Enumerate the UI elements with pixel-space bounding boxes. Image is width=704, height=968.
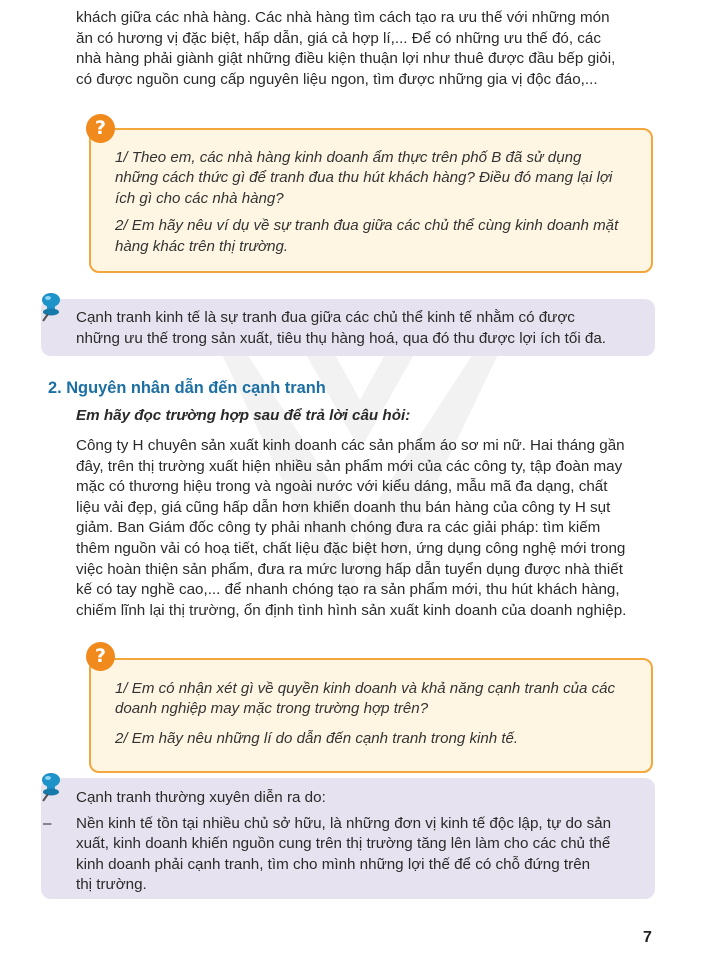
pushpin-icon: [38, 292, 62, 322]
definition-box: [41, 299, 655, 356]
question-box-1: [89, 128, 653, 273]
cause-box: [41, 778, 655, 899]
top-paragraph: khách giữa các nhà hàng. Các nhà hàng tìm cách tạo ra ưu thế với những món ăn có hương vị đặc biệt, hấp dẫn, giá cả hợp lí,... Để có những ưu thế đó, các nhà hàng phải giành giật những điều kiện thuận lợi như thuê được đầu bếp giỏi, có được nguồn cung cấp nguyên liệu ngon, tìm được những gia vị độc đáo,...: [76, 9, 616, 88]
question-1-2: 2/ Em hãy nêu ví dụ về sự tranh đua giữa các chủ thể cùng kinh doanh mặt hàng khác trên thị trường.: [115, 217, 619, 255]
question-mark-icon: ?: [86, 114, 115, 143]
section-heading: 2. Nguyên nhân dẫn đến cạnh tranh: [48, 379, 326, 397]
question-mark-icon: ?: [86, 642, 115, 671]
section-subheading: Em hãy đọc trường hợp sau để trả lời câu hỏi:: [76, 407, 411, 424]
question-2-1: 1/ Em có nhận xét gì về quyền kinh doanh và khả năng cạnh tranh của các doanh nghiệp may mặc trong trường hợp trên?: [115, 680, 616, 718]
cause-intro: Cạnh tranh thường xuyên diễn ra do:: [76, 789, 326, 806]
cause-bullet-text: Nền kinh tế tồn tại nhiều chủ sở hữu, là những đơn vị kinh tế độc lập, tự do sản xuất, kinh doanh khiến nguồn cung trên thị trường tăng lên làm cho các chủ thể kinh doanh phải cạnh tranh, tìm cho mình những lợi thế để có chỗ đứng trên thị trường.: [76, 814, 612, 894]
cause-bullet: [43, 814, 645, 896]
pushpin-icon: [38, 772, 62, 802]
question-box-2: [89, 658, 653, 773]
question-2-2: 2/ Em hãy nêu những lí do dẫn đến cạnh tranh trong kinh tế.: [115, 729, 519, 747]
bullet-dash: –: [43, 814, 52, 832]
question-1-1: 1/ Theo em, các nhà hàng kinh doanh ẩm thực trên phố B đã sử dụng những cách thức gì để tranh đua thu hút khách hàng? Điều đó mang lại lợi ích gì cho các nhà hàng?: [115, 149, 613, 207]
definition-text: Cạnh tranh kinh tế là sự tranh đua giữa các chủ thể kinh tế nhằm có được những ưu thế trong sản xuất, tiêu thụ hàng hoá, qua đó thu được lợi ích tối đa.: [76, 309, 607, 347]
case-paragraph: Công ty H chuyên sản xuất kinh doanh các sản phẩm áo sơ mi nữ. Hai tháng gần đây, trên thị trường xuất hiện nhiều sản phẩm mới của các công ty, tập đoàn may mặc có thương hiệu trong và ngoài nước với kiểu dáng, mẫu mã đa dạng, chất liệu vải đẹp, giá cũng hấp dẫn hơn khiến doanh thu bán hàng của công ty H sụt giảm. Ban Giám đốc công ty phải nhanh chóng đưa ra các giải pháp: tìm kiếm thêm nguồn vải có hoạ tiết, chất liệu đặc biệt hơn, ứng dụng công nghệ mới trong việc hoàn thiện sản phẩm, đưa ra mức lương hấp dẫn tuyển dụng được nhà thiết kế có tay nghề cao,... để nhanh chóng tạo ra sản phẩm mới, thu hút khách hàng, chiếm lĩnh lại thị trường, ổn định tình hình sản xuất kinh doanh của doanh nghiệp.: [76, 437, 627, 619]
page-number: 7: [643, 929, 652, 946]
